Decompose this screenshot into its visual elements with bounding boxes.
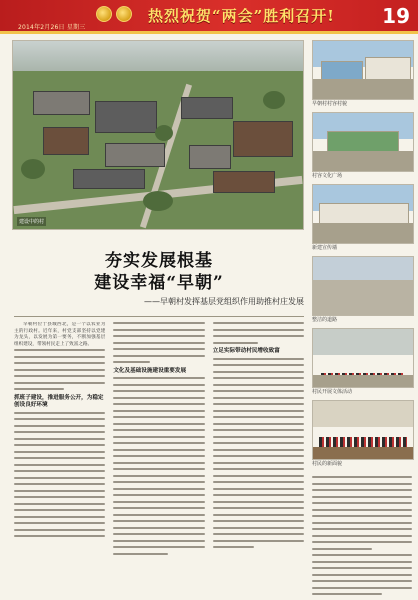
article-title-line2: 建设幸福“早朝” <box>94 273 224 293</box>
thumb-caption: 村民的新面貌 <box>312 461 343 467</box>
photo-tree <box>263 91 285 109</box>
section-heading-1: 抓班子建设，推进服务公开，为稳定创设良好环境 <box>14 394 104 408</box>
thumb-sky <box>313 329 413 355</box>
photo-road-view <box>312 256 414 316</box>
masthead-headline: 热烈祝贺“两会”胜利召开! <box>148 7 335 25</box>
photo-roof <box>33 91 90 115</box>
article-body <box>14 322 304 594</box>
article-column-2 <box>113 322 204 594</box>
page-number: 19 <box>382 4 410 28</box>
photo-village-view <box>312 40 414 100</box>
text-lines <box>213 358 304 549</box>
text-lines <box>113 377 204 555</box>
thumb-sky <box>313 257 413 280</box>
village-aerial-photo <box>12 40 304 230</box>
text-lines <box>14 412 105 538</box>
photo-tree <box>155 125 173 141</box>
thumb-ground <box>313 151 413 171</box>
photo-roof <box>43 127 89 155</box>
photo-culture-square <box>312 112 414 172</box>
section-heading-2: 文化及基础设施建设重要发展 <box>113 367 187 374</box>
photo-roof <box>189 145 231 169</box>
thumb-ground <box>313 375 413 387</box>
thumb-ground <box>313 280 413 315</box>
national-emblem-icon <box>96 6 112 22</box>
thumb-caption: 新建宣传墙 <box>312 245 338 251</box>
photo-roof <box>213 171 275 193</box>
photo-roof <box>73 169 145 189</box>
photo-cultural-activity <box>312 328 414 388</box>
issue-date: 2014年2月26日 星期三 <box>18 24 86 31</box>
text-lines <box>213 322 304 344</box>
text-lines <box>14 349 105 390</box>
photo-roof <box>95 101 157 133</box>
photo-sky <box>13 41 303 73</box>
photo-roof <box>105 143 165 167</box>
party-emblem-icon <box>116 6 132 22</box>
thumb-caption: 村容文化广场 <box>312 173 343 179</box>
thumb-ground <box>313 79 413 99</box>
thumb-caption: 村民开展文体活动 <box>312 389 353 395</box>
article-lead: 早朝村位于县城西北，是一个以农业为主的行政村。近年来，村党支部坚持以党建为龙头，以发展为第一要务，不断加强基层组织建设，带领村民走上了致富之路。 <box>14 322 106 347</box>
thumb-caption: 整洁的道路 <box>312 317 338 323</box>
hero-caption: 建设中的村 <box>19 219 45 225</box>
sidebar-text-lines <box>312 476 412 600</box>
photo-roof <box>181 97 233 119</box>
photo-tree <box>21 159 45 179</box>
thumb-sky <box>313 401 413 427</box>
article-column-1 <box>14 322 105 594</box>
article-title-line1: 夯实发展根基 <box>105 251 213 271</box>
article-column-3 <box>213 322 304 594</box>
section-heading-3: 立足实际带动村民增收致富 <box>212 348 280 354</box>
photo-villagers-group <box>312 400 414 460</box>
photo-tree <box>143 191 173 211</box>
thumb-caption: 早朝村村容村貌 <box>312 101 348 107</box>
masthead-banner <box>0 0 418 34</box>
banner-stripe <box>0 31 418 34</box>
photo-roof <box>233 121 293 157</box>
photo-propaganda-wall <box>312 184 414 244</box>
article-subtitle: ——早朝村发挥基层党组织作用助推村庄发展 <box>144 297 304 306</box>
thumb-ground <box>313 447 413 459</box>
text-lines <box>113 322 204 363</box>
thumb-ground <box>313 223 413 243</box>
title-divider <box>14 316 304 317</box>
